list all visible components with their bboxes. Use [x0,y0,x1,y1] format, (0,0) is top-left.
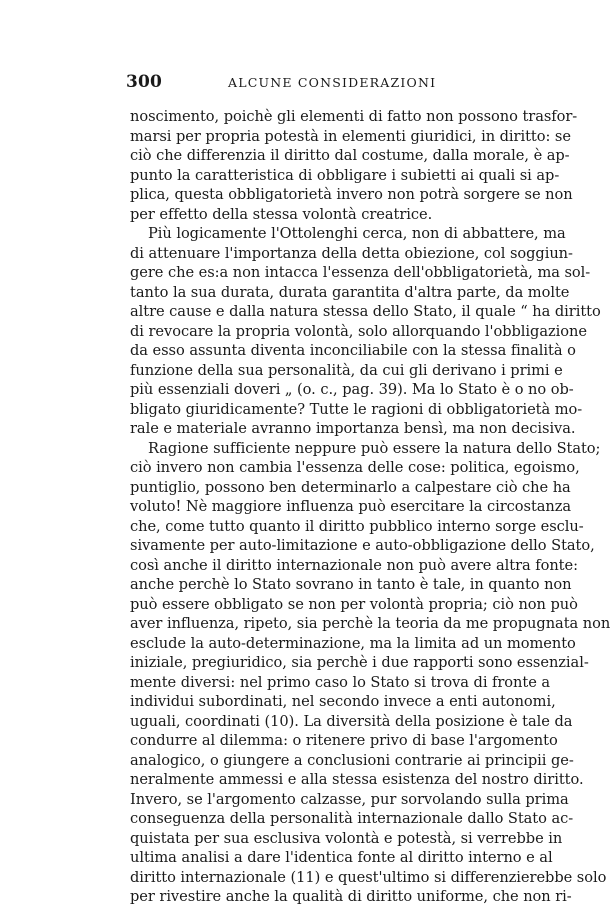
text-line: plica, questa obbligatorietà invero non potrà sorgere se non [130,186,573,203]
text-line: ultima analisi a dare l'identica fonte al diritto interno e al [130,849,553,866]
text-line: quistata per sua esclusiva volontà e potestà, si verrebbe in [130,829,563,847]
text-line: Più logicamente l'Ottolenghi cerca, non di abbattere, ma [148,225,566,242]
text-line: mente diversi: nel primo caso lo Stato si trova di fronte a [130,673,551,691]
text-line: neralmente ammessi e alla stessa esistenza del nostro diritto. [130,771,584,788]
text-line: gere che es:a non intacca l'essenza dell'obbligatorietà, ma sol- [130,264,591,281]
text-line: può essere obbligato se non per volontà propria; ciò non può [130,595,578,613]
text-line: rale e materiale avranno importanza bensì, ma non decisiva. [130,420,576,437]
text-line: ciò invero non cambia l'essenza delle cose: politica, egoismo, [130,459,580,476]
page-number: 300 [126,72,163,92]
text-line: puntiglio, possono ben determinarlo a calpestare ciò che ha [130,478,571,496]
text-line: voluto! Nè maggiore influenza può esercitare la circostanza [130,498,572,515]
text-line: aver influenza, ripeto, sia perchè la teoria da me propugnata non [130,615,611,632]
text-line: ciò che differenzia il diritto dal costume, dalla morale, è ap- [130,147,570,164]
text-line: per effetto della stessa volontà creatrice. [130,205,433,223]
text-line: tanto la sua durata, durata garantita d'altra parte, da molte [130,283,570,301]
text-line: esclude la auto-determinazione, ma la limita ad un momento [130,634,576,652]
text-line: sivamente per auto-limitazione e auto-obbligazione dello Stato, [130,537,595,554]
text-line: condurre al dilemma: o ritenere privo di base l'argomento [130,732,558,749]
text-line: di attenuare l'importanza della detta obiezione, col soggiun- [130,244,573,262]
text-line: uguali, coordinati (10). La diversità della posizione è tale da [130,712,573,730]
text-line: anche perchè lo Stato sovrano in tanto è tale, in quanto non [130,576,572,593]
page-header [126,72,524,96]
text-line: che, come tutto quanto il diritto pubblico interno sorge esclu- [130,517,584,535]
text-line: punto la caratteristica di obbligare i subietti ai quali si ap- [130,166,560,184]
text-line: noscimento, poichè gli elementi di fatto non possono trasfor- [130,108,578,125]
running-title: ALCUNE CONSIDERAZIONI [228,75,437,90]
text-line: conseguenza della personalità internazionale dallo Stato ac- [130,810,574,827]
text-line: marsi per propria potestà in elementi giuridici, in diritto: se [130,127,571,145]
text-line: Invero, se l'argomento calzasse, pur sorvolando sulla prima [130,790,569,808]
text-line: iniziale, pregiuridico, sia perchè i due rapporti sono essenzial- [130,654,589,671]
body-text [130,107,611,907]
text-line: per rivestire anche la qualità di diritto uniforme, che non ri- [130,888,572,905]
text-line: altre cause e dalla natura stessa dello Stato, il quale “ ha diritto [130,303,601,320]
text-line: Ragione sufficiente neppure può essere la natura dello Stato; [148,439,601,457]
text-line: più essenziali doveri „ (o. c., pag. 39). Ma lo Stato è o no ob- [130,381,574,398]
text-line: diritto internazionale (11) e quest'ultimo si differenzierebbe solo [130,868,607,886]
text-line: analogico, o giungere a conclusioni contrarie ai principii ge- [130,751,574,769]
text-line: bligato giuridicamente? Tutte le ragioni di obbligatorietà mo- [130,400,583,418]
text-line: di revocare la propria volontà, solo allorquando l'obbligazione [130,322,587,340]
text-line: funzione della sua personalità, da cui gli derivano i primi e [130,361,563,379]
text-line: così anche il diritto internazionale non può avere altra fonte: [130,556,578,574]
text-line: da esso assunta diventa inconciliabile con la stessa finalità o [130,342,576,359]
text-line: individui subordinati, nel secondo invece a enti autonomi, [130,693,556,710]
